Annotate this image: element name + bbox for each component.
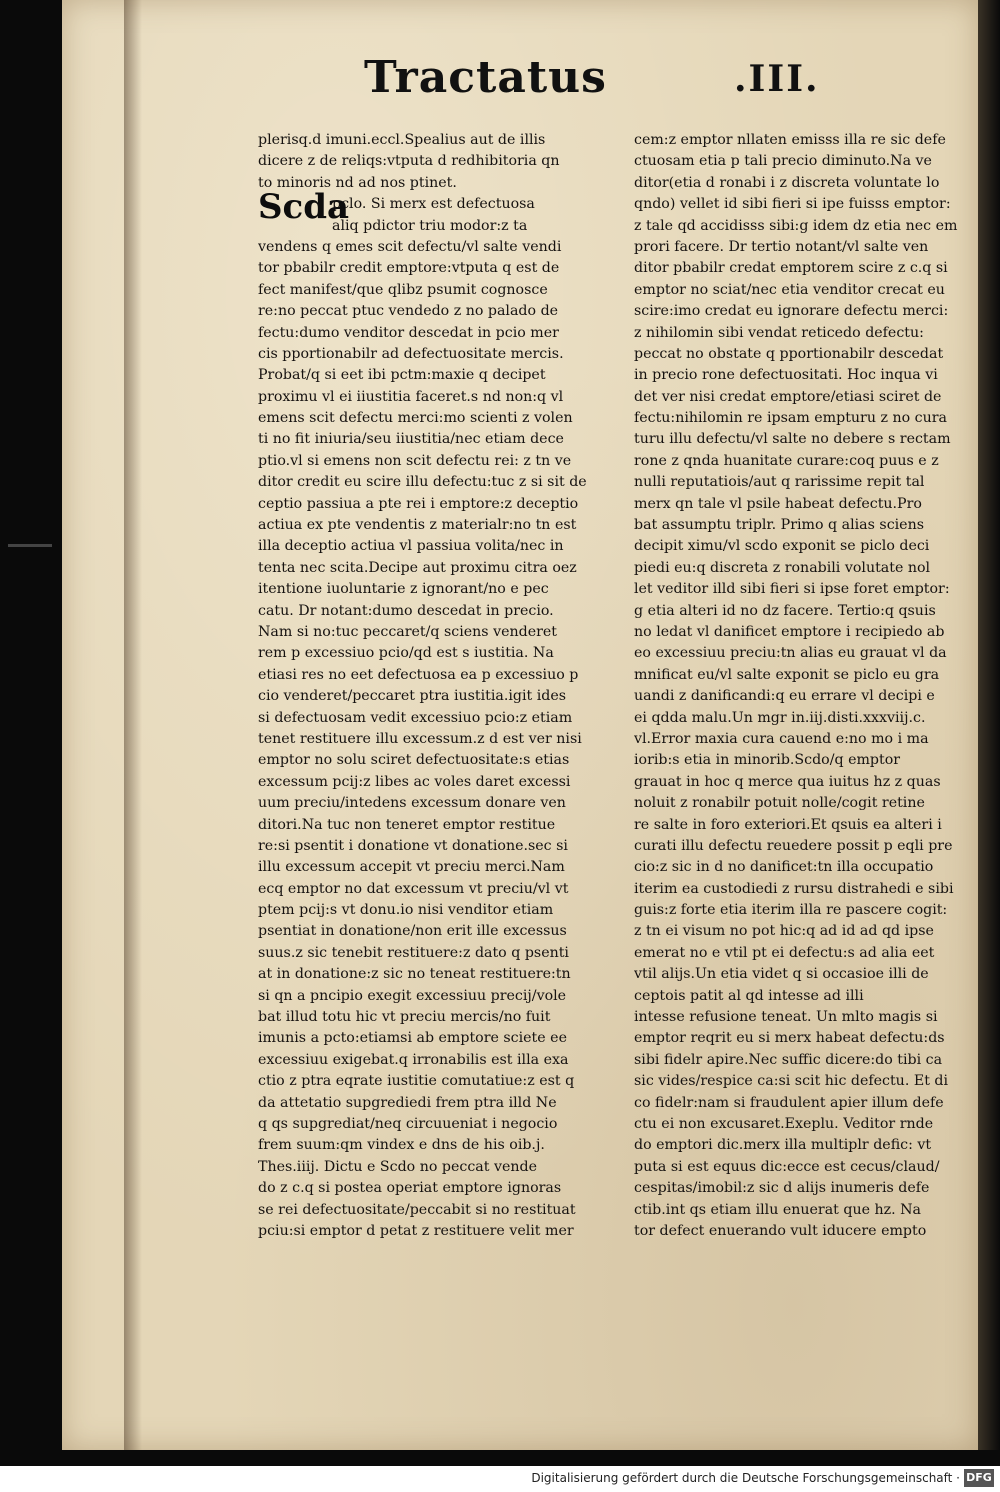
text-line: let veditor illd sibi fieri si ipse foret emptor: bbox=[634, 581, 950, 598]
text-line: imunis a pcto:etiamsi ab emptore sciete ee bbox=[258, 1030, 567, 1047]
funding-credit: Digitalisierung gefördert durch die Deutsche Forschungsgemeinschaft · bbox=[531, 1471, 960, 1485]
text-line: si qn a pncipio exegit excessiuu precij/vole bbox=[258, 987, 567, 1004]
text-line: frem suum:qm vindex e dns de his oib.j. bbox=[258, 1137, 545, 1154]
text-line: vl.Error maxia cura cauend e:no mo i ma bbox=[634, 730, 929, 747]
text-line: grauat in hoc q merce qua iuitus hz z quas bbox=[634, 773, 941, 790]
text-line: dicere z de reliqs:vtputa d redhibitoria qn bbox=[258, 153, 560, 170]
text-line: re:si psentit i donatione vt donatione.sec si bbox=[258, 837, 568, 854]
text-line: curati illu defectu reuedere possit p eqli pre bbox=[634, 837, 953, 854]
text-line: piedi eu:q discreta z ronabili volutate nol bbox=[634, 559, 931, 576]
text-line: bat assumptu triplr. Primo q alias sciens bbox=[634, 517, 924, 534]
left-text-column bbox=[258, 130, 618, 1242]
text-line: emens scit defectu merci:mo scienti z volen bbox=[258, 410, 573, 427]
text-line: psentiat in donatione/non erit ille excessus bbox=[258, 923, 567, 940]
dfg-logo: DFG bbox=[964, 1469, 994, 1487]
drop-initial: Scda bbox=[258, 187, 350, 228]
text-line: Thes.iiij. Dictu e Scdo no peccat vende bbox=[258, 1158, 537, 1175]
text-line: sibi fidelr apire.Nec suffic dicere:do tibi ca bbox=[634, 1051, 943, 1068]
text-line: intesse refusione teneat. Un mlto magis si bbox=[634, 1009, 938, 1026]
text-line: tor pbabilr credit emptore:vtputa q est de bbox=[258, 260, 560, 277]
text-line: tenta nec scita.Decipe aut proximu citra oez bbox=[258, 559, 577, 576]
text-line: z nihilomin sibi vendat reticedo defectu: bbox=[634, 324, 924, 341]
text-line: cio venderet/peccaret ptra iustitia.igit ides bbox=[258, 688, 567, 705]
text-line: ctib.int qs etiam illu enuerat que hz. Na bbox=[634, 1201, 921, 1218]
text-line: bat illud totu hic vt preciu mercis/no fuit bbox=[258, 1009, 551, 1026]
text-line: actiua ex pte vendentis z materialr:no tn est bbox=[258, 517, 577, 534]
text-line: uandi z danificandi:q eu errare vl decipi e bbox=[634, 688, 935, 705]
text-line: emerat no e vtil pt ei defectu:s ad alia eet bbox=[634, 944, 935, 961]
text-line: noluit z ronabilr potuit nolle/cogit retine bbox=[634, 795, 925, 812]
text-line: emptor no sciat/nec etia venditor crecat eu bbox=[634, 281, 945, 298]
text-line: emptor reqrit eu si merx habeat defectu:ds bbox=[634, 1030, 945, 1047]
text-line: ceptio passiua a pte rei i emptore:z deceptio bbox=[258, 495, 579, 512]
text-line: catu. Dr notant:dumo descedat in precio. bbox=[258, 602, 554, 619]
page-gutter-shadow bbox=[124, 0, 142, 1450]
text-line: nulli reputatiois/aut q rarissime repit tal bbox=[634, 474, 925, 491]
text-line: excessiuu exigebat.q irronabilis est illa exa bbox=[258, 1051, 569, 1068]
text-line: ei qdda malu.Un mgr in.iij.disti.xxxviij.c. bbox=[634, 709, 926, 726]
text-line: decipit ximu/vl scdo exponit se piclo deci bbox=[634, 538, 930, 555]
text-line: Nam si no:tuc peccaret/q sciens venderet bbox=[258, 623, 557, 640]
text-line: etiasi res no eet defectuosa ea p excessiuo p bbox=[258, 666, 579, 683]
text-line: illu excessum accepit vt preciu merci.Nam bbox=[258, 859, 565, 876]
text-line: det ver nisi credat emptore/etiasi sciret de bbox=[634, 388, 942, 405]
text-line: z tn ei visum no pot hic:q ad id ad qd ipse bbox=[634, 923, 934, 940]
book-page bbox=[62, 0, 978, 1450]
text-line: fectu:dumo venditor descedat in pcio mer bbox=[258, 324, 559, 341]
text-line: eo excessiuu preciu:tn alias eu grauat vl da bbox=[634, 645, 947, 662]
text-line: do emptori dic.merx illa multiplr defic: vt bbox=[634, 1137, 932, 1154]
text-line: iorib:s etia in minorib.Scdo/q emptor bbox=[634, 752, 901, 769]
text-line: ptem pcij:s vt donu.io nisi venditor etiam bbox=[258, 902, 554, 919]
text-line: proximu vl ei iiustitia faceret.s nd non:q vl bbox=[258, 388, 564, 405]
text-line: pciu:si emptor d petat z restituere velit mer bbox=[258, 1222, 574, 1239]
text-line: tor defect enuerando vult iducere empto bbox=[634, 1222, 927, 1239]
text-line: ctio z ptra eqrate iustitie comutatiue:z est q bbox=[258, 1073, 575, 1090]
text-line: fectu:nihilomin re ipsam empturu z no cura bbox=[634, 410, 947, 427]
text-line: cis pportionabilr ad defectuositate mercis. bbox=[258, 345, 564, 362]
text-line: cio:z sic in d no danificet:tn illa occupatio bbox=[634, 859, 934, 876]
footer-bar bbox=[0, 1466, 1000, 1492]
text-line: excessum pcij:z libes ac voles daret excessi bbox=[258, 773, 571, 790]
text-line: re:no peccat ptuc vendedo z no palado de bbox=[258, 303, 559, 320]
text-line: re salte in foro exteriori.Et qsuis ea alteri i bbox=[634, 816, 942, 833]
text-line: ti no fit iniuria/seu iiustitia/nec etiam dece bbox=[258, 431, 564, 448]
text-line: cem:z emptor nllaten emisss illa re sic defe bbox=[634, 132, 946, 148]
text-line: se rei defectuositate/peccabit si no restituat bbox=[258, 1201, 576, 1218]
text-line: ptio.vl si emens non scit defectu rei: z tn ve bbox=[258, 452, 572, 469]
text-line: vendens q emes scit defectu/vl salte vendi bbox=[258, 238, 562, 255]
text-line: ditor credit eu scire illu defectu:tuc z si sit de bbox=[258, 474, 587, 491]
text-line: ecq emptor no dat excessum vt preciu/vl vt bbox=[258, 880, 569, 897]
text-line: merx qn tale vl psile habeat defectu.Pro bbox=[634, 495, 922, 512]
text-line: peccat no obstate q pportionabilr descedat bbox=[634, 345, 944, 362]
text-line: rem p excessiuo pcio/qd est s iustitia. Na bbox=[258, 645, 554, 662]
text-line: Probat/q si eet ibi pctm:maxie q decipet bbox=[258, 367, 546, 384]
text-line: z tale qd accidisss sibi:g idem dz etia nec em bbox=[634, 217, 958, 234]
text-line: turu illu defectu/vl salte no debere s rectam bbox=[634, 431, 951, 448]
text-line: no ledat vl danificet emptore i recipiedo ab bbox=[634, 623, 945, 640]
text-line: ditor(etia d ronabi i z discreta voluntate lo bbox=[634, 174, 940, 191]
folio-number: .III. bbox=[734, 58, 820, 100]
right-text-column bbox=[634, 130, 994, 1242]
text-line: scire:imo credat eu ignorare defectu merci: bbox=[634, 303, 949, 320]
text-line: q qs supgrediat/neq circuueniat i negocio bbox=[258, 1115, 558, 1132]
text-line: suus.z sic tenebit restituere:z dato q psenti bbox=[258, 944, 569, 961]
text-line: da attetatio supgrediedi frem ptra illd Ne bbox=[258, 1094, 557, 1111]
text-line: mnificat eu/vl salte exponit se piclo eu gra bbox=[634, 666, 940, 683]
text-line: qndo) vellet id sibi fieri si ipe fuisss emptor: bbox=[634, 196, 951, 213]
text-line: uum preciu/intedens excessum donare ven bbox=[258, 795, 566, 812]
text-line: illa deceptio actiua vl passiua volita/nec in bbox=[258, 538, 564, 555]
initial-line-text: pclo. Si merx est defectuosa bbox=[332, 196, 535, 213]
text-line: ctuosam etia p tali precio diminuto.Na ve bbox=[634, 153, 932, 170]
text-line: aliq pdictor triu modor:z ta bbox=[332, 217, 528, 234]
text-line: g etia alteri id no dz facere. Tertio:q qsuis bbox=[634, 602, 936, 619]
text-line: in precio rone defectuositati. Hoc inqua vi bbox=[634, 367, 938, 384]
text-line: ditori.Na tuc non teneret emptor restitue bbox=[258, 816, 556, 833]
text-line: si defectuosam vedit excessiuo pcio:z etiam bbox=[258, 709, 573, 726]
text-line: prori facere. Dr tertio notant/vl salte ven bbox=[634, 238, 929, 255]
text-line: ditor pbabilr credat emptorem scire z c.q si bbox=[634, 260, 948, 277]
text-line: rone z qnda huanitate curare:coq puus e z bbox=[634, 452, 939, 469]
page-title: Tractatus bbox=[364, 52, 607, 103]
text-line: ceptois patit al qd intesse ad illi bbox=[634, 987, 864, 1004]
scan-artifact bbox=[8, 544, 52, 547]
text-line: co fidelr:nam si fraudulent apier illum defe bbox=[634, 1094, 944, 1111]
text-line: plerisq.d imuni.eccl.Spealius aut de illis bbox=[258, 132, 546, 148]
text-line: at in donatione:z sic no teneat restituere:tn bbox=[258, 966, 571, 983]
text-line: iterim ea custodiedi z rursu distrahedi e sibi bbox=[634, 880, 954, 897]
text-line: cespitas/imobil:z sic d alijs inumeris defe bbox=[634, 1180, 930, 1197]
text-line: do z c.q si postea operiat emptore ignoras bbox=[258, 1180, 562, 1197]
text-line: puta si est equus dic:ecce est cecus/claud/ bbox=[634, 1158, 940, 1175]
running-head bbox=[62, 52, 978, 112]
text-line: ctu ei non excusaret.Exeplu. Veditor rnde bbox=[634, 1115, 934, 1132]
text-line: emptor no solu sciret defectuositate:s etias bbox=[258, 752, 570, 769]
text-line: guis:z forte etia iterim illa re pascere cogit: bbox=[634, 902, 948, 919]
text-line: sic vides/respice ca:si scit hic defectu. Et di bbox=[634, 1073, 949, 1090]
text-line: tenet restituere illu excessum.z d est ver nisi bbox=[258, 730, 582, 747]
text-line: itentione iuoluntarie z ignorant/no e pec bbox=[258, 581, 549, 598]
text-line: to minoris nd ad nos ptinet. bbox=[258, 174, 457, 191]
page-edge bbox=[978, 0, 1000, 1450]
text-line: fect manifest/que qlibz psumit cognosce bbox=[258, 281, 548, 298]
text-line: vtil alijs.Un etia videt q si occasioe illi de bbox=[634, 966, 929, 983]
